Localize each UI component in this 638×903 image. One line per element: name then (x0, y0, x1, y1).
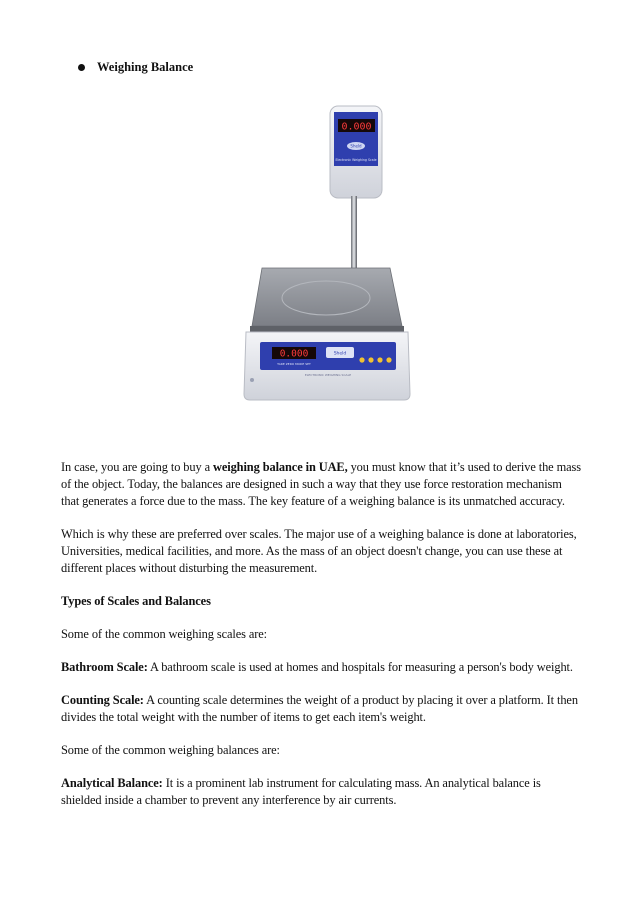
weighing-balance-illustration (232, 98, 414, 406)
indicator-head (330, 106, 382, 198)
top-display-readout: 0.000 (341, 121, 372, 133)
paragraph-scales-intro: Some of the common weighing scales are: (61, 627, 267, 641)
top-brand-logo: Sheld (350, 143, 362, 149)
level-indicator-icon (250, 378, 254, 382)
bullet-title: Weighing Balance (97, 60, 194, 74)
base-label: ELECTRONIC WEIGHING SCALE (304, 373, 352, 377)
section-heading: Types of Scales and Balances (61, 594, 211, 608)
set-key-icon (386, 357, 391, 362)
scale-base (244, 332, 410, 400)
top-label: Electronic Weighing Scale (335, 158, 377, 162)
paragraph-usage: Which is why these are preferred over scales. The major use of a weighing balance is done at laboratories, Universities, medical facilities, and more. As the mass of an object doesn't change, you can use these at different places without disturbing the measurement. (61, 527, 577, 575)
zero-key-icon (368, 357, 373, 362)
weighing-pan (250, 268, 404, 332)
paragraph-balances-intro: Some of the common weighing balances are: (61, 743, 280, 757)
base-display-readout: 0.000 (279, 348, 309, 360)
base-keys-label: TARE ZERO MODE SET (277, 362, 311, 366)
paragraph-intro: In case, you are going to buy a weighing balance in UAE, you must know that it’s used to derive the mass of the object. Today, the balances are designed in such a way that they use force restoration mechanism that generates a force due to the mass. The key feature of a weighing balance is its unmatched accuracy. (61, 460, 581, 508)
paragraph-counting-scale: Counting Scale: A counting scale determines the weight of a product by placing it over a platform. It then divides the total weight with the number of items to get each item's weight. (61, 693, 578, 724)
bullet-item (78, 60, 193, 75)
bullet-icon (78, 64, 85, 71)
tare-key-icon (359, 357, 364, 362)
keyword-link-text: weighing balance in UAE, (212, 460, 348, 474)
weighing-balance-photo (232, 98, 414, 406)
base-brand-logo: Sheld (333, 351, 347, 357)
paragraph-bathroom-scale: Bathroom Scale: A bathroom scale is used at homes and hospitals for measuring a person's body weight. (61, 660, 573, 674)
paragraph-analytical-balance: Analytical Balance: It is a prominent lab instrument for calculating mass. An analytical balance is shielded inside a chamber to prevent any interference by air currents. (61, 776, 541, 807)
document-body (61, 459, 581, 825)
mode-key-icon (377, 357, 382, 362)
